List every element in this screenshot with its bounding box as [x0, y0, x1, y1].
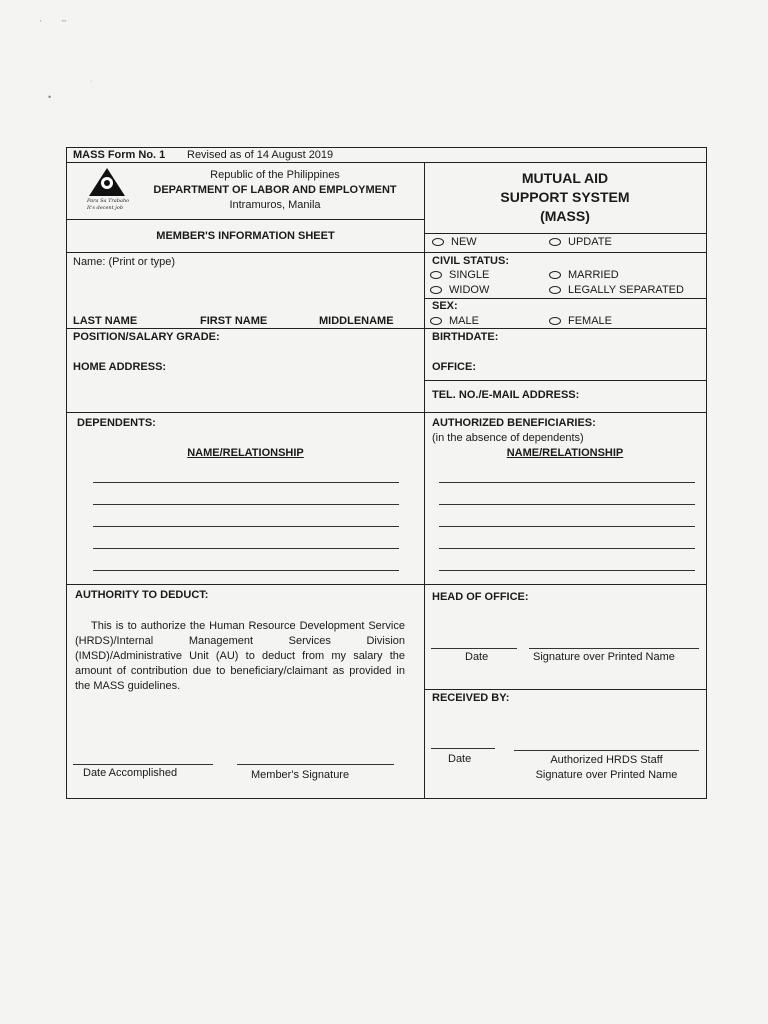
dependent-line[interactable]: [93, 570, 399, 571]
date-accomplished-label: Date Accomplished: [83, 767, 178, 779]
received-date-line[interactable]: [431, 748, 495, 749]
option-single[interactable]: SINGLE: [430, 269, 489, 281]
beneficiaries-label: AUTHORIZED BENEFICIARIES:: [432, 417, 596, 429]
first-name-label: FIRST NAME: [200, 315, 268, 327]
option-new[interactable]: NEW: [432, 236, 477, 248]
form-title-line-3: (MASS): [540, 208, 590, 224]
beneficiary-line[interactable]: [439, 482, 695, 483]
legally-separated-radio-icon[interactable]: [549, 286, 561, 294]
revision-date: Revised as of 14 August 2019: [187, 149, 334, 161]
new-radio-icon[interactable]: [432, 238, 444, 246]
option-legally-separated[interactable]: LEGALLY SEPARATED: [549, 284, 684, 296]
single-radio-icon[interactable]: [430, 271, 442, 279]
position-label: POSITION/SALARY GRADE:: [73, 331, 220, 343]
department-location: Intramuros, Manila: [229, 199, 321, 211]
home-address-label: HOME ADDRESS:: [73, 361, 167, 373]
head-date-label: Date: [465, 651, 489, 663]
dole-logo-icon: [87, 166, 127, 198]
received-staff-label: Authorized HRDS Staff: [550, 754, 663, 766]
update-radio-icon[interactable]: [549, 238, 561, 246]
mass-form: [66, 147, 707, 799]
widow-radio-icon[interactable]: [430, 286, 442, 294]
beneficiaries-subheading: NAME/RELATIONSHIP: [506, 447, 624, 459]
department-name: DEPARTMENT OF LABOR AND EMPLOYMENT: [153, 184, 397, 196]
option-married[interactable]: MARRIED: [549, 269, 619, 281]
married-radio-icon[interactable]: [549, 271, 561, 279]
sheet-title: MEMBER'S INFORMATION SHEET: [156, 230, 335, 242]
logo-tagline-1: Para Sa Trabaho: [87, 198, 130, 204]
received-date-label: Date: [448, 753, 472, 765]
civil-status-label: CIVIL STATUS:: [432, 255, 509, 267]
beneficiary-line[interactable]: [439, 526, 695, 527]
form-title-line-1: MUTUAL AID: [521, 170, 609, 186]
republic-label: Republic of the Philippines: [210, 169, 340, 181]
head-date-line[interactable]: [431, 648, 517, 649]
received-signature-label: Signature over Printed Name: [535, 769, 678, 781]
birthdate-label: BIRTHDATE:: [432, 331, 499, 343]
absence-note: (in the absence of dependents): [432, 432, 584, 444]
dependent-line[interactable]: [93, 526, 399, 527]
tel-email-label: TEL. NO./E-MAIL ADDRESS:: [432, 389, 580, 401]
beneficiary-line[interactable]: [439, 504, 695, 505]
beneficiary-line[interactable]: [439, 570, 695, 571]
dependents-subheading: NAME/RELATIONSHIP: [187, 447, 304, 459]
authority-label: AUTHORITY TO DEDUCT:: [75, 589, 209, 601]
sex-label: SEX:: [432, 300, 458, 312]
name-label: Name: (Print or type): [73, 256, 176, 268]
last-name-label: LAST NAME: [73, 315, 138, 327]
option-male[interactable]: MALE: [430, 315, 479, 327]
head-signature-label: Signature over Printed Name: [533, 651, 675, 663]
middle-name-label: MIDDLENAME: [319, 315, 394, 327]
beneficiary-line[interactable]: [439, 548, 695, 549]
option-update[interactable]: UPDATE: [549, 236, 612, 248]
option-female[interactable]: FEMALE: [549, 315, 612, 327]
received-by-label: RECEIVED BY:: [432, 692, 510, 704]
members-signature-line[interactable]: [237, 764, 394, 765]
logo-tagline-2: It's decent job: [87, 205, 124, 211]
date-accomplished-line[interactable]: [73, 764, 213, 765]
dependent-line[interactable]: [93, 504, 399, 505]
authority-text: This is to authorize the Human Resource Development Service (HRDS)/Internal Management Services Division (IMSD)/Administrative Unit (AU) to deduct from my salary the amount of contribution due to beneficiary/claimant as provided in the MASS guidelines.: [75, 620, 405, 692]
female-radio-icon[interactable]: [549, 317, 561, 325]
dependents-label: DEPENDENTS:: [77, 417, 156, 429]
head-of-office-label: HEAD OF OFFICE:: [432, 591, 529, 603]
form-number: MASS Form No. 1: [73, 149, 166, 161]
members-signature-label: Member's Signature: [251, 769, 350, 781]
received-signature-line[interactable]: [514, 750, 699, 751]
office-label: OFFICE:: [432, 361, 476, 373]
option-widow[interactable]: WIDOW: [430, 284, 489, 296]
head-signature-line[interactable]: [529, 648, 699, 649]
dependent-line[interactable]: [93, 548, 399, 549]
form-title-line-2: SUPPORT SYSTEM: [500, 189, 630, 205]
male-radio-icon[interactable]: [430, 317, 442, 325]
dependent-line[interactable]: [93, 482, 399, 483]
